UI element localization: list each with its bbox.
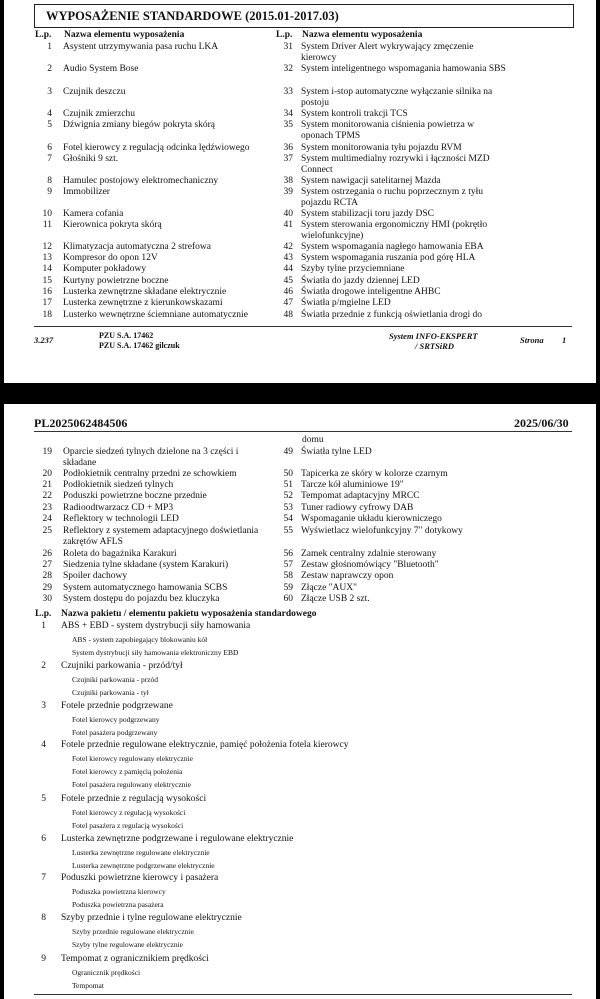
row-label: Światła do jazdy dziennej LED — [301, 276, 420, 286]
row-number: 34 — [283, 109, 293, 119]
row-number: 49 — [283, 447, 293, 457]
row-label: Światła przednie z funkcją oświetlania drogi do — [301, 310, 482, 320]
row-number: 23 — [42, 503, 52, 513]
row-label: Reflektory w technologii LED — [63, 514, 179, 524]
row-label: System i-stop automatyczne wyłączanie silnika na postoju — [301, 87, 493, 108]
document-page-1 — [4, 0, 596, 383]
col-header-lp-right: L.p. — [276, 30, 293, 40]
row-number: 55 — [283, 526, 293, 536]
row-label: Klimatyzacja automatyczna 2 strefowa — [63, 242, 211, 252]
row-label: Zestaw głośnomówiący "Bluetooth" — [301, 560, 439, 570]
package-sub-item: Tempomat — [72, 981, 104, 990]
row-label: Poduszki powietrzne boczne przednie — [63, 491, 207, 501]
row-label: Tapicerka ze skóry w kolorze czarnym — [301, 469, 448, 479]
footer-system-sub: / SRTSiRD — [415, 341, 454, 351]
row-number: 35 — [283, 120, 293, 130]
row-label: Podłokietnik siedzeń tylnych — [63, 480, 174, 490]
package-number: 5 — [41, 794, 46, 804]
row-label: Czujnik deszczu — [63, 87, 126, 97]
package-title: Szyby przednie i tylne regulowane elektrycznie — [61, 913, 242, 923]
row-number: 4 — [47, 109, 52, 119]
package-sub-item: Fotel kierowcy regulowany elektrycznie — [72, 754, 193, 763]
package-sub-item: Poduszka powietrzna kierowcy — [72, 887, 166, 896]
row-number: 50 — [283, 469, 293, 479]
row-number: 7 — [47, 154, 52, 164]
row-number: 24 — [42, 514, 52, 524]
package-title: Czujniki parkowania - przód/tył — [61, 661, 183, 671]
row-number: 46 — [283, 287, 293, 297]
row-label: System kontroli trakcji TCS — [301, 109, 408, 119]
row-label: Światła p/mgielne LED — [301, 298, 391, 308]
row-number: 48 — [283, 310, 293, 320]
document-date: 2025/06/30 — [514, 416, 569, 430]
row-number: 20 — [42, 469, 52, 479]
row-number: 6 — [47, 143, 52, 153]
row-label: Spoiler dachowy — [63, 571, 128, 581]
row-label: System sterowania ergonomiczny HMI (pokrętło wielofunkcyjne) — [301, 220, 488, 241]
package-sub-item: Szyby tylne regulowane elektrycznie — [72, 940, 183, 949]
package-number: 7 — [41, 873, 46, 883]
row-label: Światła tylne LED — [301, 447, 372, 457]
row-number: 32 — [283, 64, 293, 74]
footer-company: PZU S.A. 17462 — [99, 331, 154, 340]
row-label: Głośniki 9 szt. — [63, 154, 119, 164]
row-number: 57 — [283, 560, 293, 570]
row-label: System automatycznego hamowania SCBS — [63, 583, 228, 593]
package-sub-item: Lusterka zewnętrzne podgrzewane elektrycznie — [72, 861, 215, 870]
row-number: 51 — [283, 480, 293, 490]
package-number: 2 — [41, 661, 46, 671]
row-number: 12 — [42, 242, 52, 252]
row-label: Czujnik zmierzchu — [63, 109, 136, 119]
package-sub-item: Ogranicznik prędkości — [72, 968, 141, 977]
row-label: Wspomaganie układu kierowniczego — [301, 514, 442, 524]
row-label: System nawigacji satelitarnej Mazda — [301, 176, 441, 186]
document-page-2 — [4, 404, 596, 999]
row-number: 33 — [283, 87, 293, 97]
row-number: 14 — [42, 264, 52, 274]
row-number: 36 — [283, 143, 293, 153]
row-label: Oparcie siedzeń tylnych dzielone na 3 części i składane — [63, 447, 239, 468]
row-label: Zamek centralny zdalnie sterowany — [301, 549, 437, 559]
row-label: Audio System Bose — [63, 64, 139, 74]
col-header-name-right: Nazwa elementu wyposażenia — [302, 30, 423, 40]
package-sub-item: Fotel pasażera regulowany elektrycznie — [72, 780, 191, 789]
row-number: 41 — [283, 220, 293, 230]
package-title: Fotele przednie z regulacją wysokości — [61, 794, 207, 804]
package-sub-item: Fotel pasażera z regulacją wysokości — [72, 821, 184, 830]
row-number: 31 — [283, 42, 293, 52]
row-label: Złącze "AUX" — [301, 583, 358, 593]
package-sub-item: Fotel kierowcy z regulacją wysokości — [72, 808, 186, 817]
row-number: 44 — [283, 264, 293, 274]
row-number: 59 — [283, 583, 293, 593]
package-sub-item: ABS - system zapobiegający blokowaniu kół — [72, 635, 208, 644]
row-label: System inteligentnego wspomagania hamowania SBS — [301, 64, 506, 74]
row-label: Lusterka zewnętrzne składane elektrycznie — [63, 287, 227, 297]
package-title: Poduszki powietrzne kierowcy i pasażera — [61, 873, 219, 883]
row-label: Światła drogowe inteligentne AHBC — [301, 287, 441, 297]
row-number: 26 — [42, 549, 52, 559]
row-number: 60 — [283, 594, 293, 604]
row-label: Kurtyny powietrzne boczne — [63, 276, 169, 286]
row-label: System ostrzegania o ruchu poprzecznym z tyłu pojazdu RCTA — [301, 187, 484, 208]
row-number: 9 — [47, 187, 52, 197]
row-label: System Driver Alert wykrywający zmęczenie kierowcy — [301, 42, 474, 63]
row-label: Tempomat adaptacyjny MRCC — [301, 491, 420, 501]
package-sub-item: Czujniki parkowania - tył — [72, 688, 149, 697]
row-number: 15 — [42, 276, 52, 286]
package-title: Tempomat z ogranicznikiem prędkości — [61, 954, 209, 964]
row-label: Radioodtwarzacz CD + MP3 — [63, 503, 174, 513]
row-label: Komputer pokładowy — [63, 264, 147, 274]
row-number: 42 — [283, 242, 293, 252]
header-rule — [34, 431, 572, 432]
package-number: 3 — [41, 701, 46, 711]
row-label: Tuner radiowy cyfrowy DAB — [301, 503, 414, 513]
package-number: 6 — [41, 834, 46, 844]
row-number: 38 — [283, 176, 293, 186]
row-label: Roleta do bagażnika Karakuri — [63, 549, 177, 559]
row-number: 43 — [283, 253, 293, 263]
footer-company-user: PZU S.A. 17462 gilczuk — [99, 341, 180, 350]
package-title: Fotele przednie regulowane elektrycznie, pamięć położenia fotela kierowcy — [61, 740, 349, 750]
pkg-col-header-name: Nazwa pakietu / elementu pakietu wyposażenia standardowego — [61, 609, 317, 619]
pkg-col-header-lp: L.p. — [35, 609, 52, 619]
row-label: Lusterko wewnętrzne ściemniane automatycznie — [63, 310, 248, 320]
row-label: Kamera cofania — [63, 209, 124, 219]
row-number: 8 — [47, 176, 52, 186]
footer-rule — [34, 326, 572, 327]
row-number: 3 — [47, 87, 52, 97]
row-number: 5 — [47, 120, 52, 130]
package-title: ABS + EBD - system dystrybucji siły hamowania — [61, 621, 251, 631]
row-label: Lusterka zewnętrzne z kierunkowskazami — [63, 298, 223, 308]
footer-page-number: 1 — [562, 335, 567, 345]
row-label: Złącze USB 2 szt. — [301, 594, 370, 604]
package-sub-item: Fotel kierowcy podgrzewany — [72, 715, 160, 724]
row-number: 54 — [283, 514, 293, 524]
footer-system: System INFO-EKSPERT — [389, 331, 478, 341]
package-number: 9 — [41, 954, 46, 964]
row-label: Immobilizer — [63, 187, 110, 197]
row-number: 19 — [42, 447, 52, 457]
row-number: 18 — [42, 310, 52, 320]
row-number: 39 — [283, 187, 293, 197]
row-label: Podłokietnik centralny przedni ze schowkiem — [63, 469, 237, 479]
package-sub-item: Poduszka powietrzna pasażera — [72, 900, 164, 909]
row-label: Tarcze kół aluminiowe 19" — [301, 480, 404, 490]
row-number: 25 — [42, 526, 52, 536]
row-label: Kierownica pokryta skórą — [63, 220, 162, 230]
row-number: 47 — [283, 298, 293, 308]
package-title: Lusterka zewnętrzne podgrzewane i regulowane elektrycznie — [61, 834, 294, 844]
row-number: 11 — [42, 220, 52, 230]
row-number: 2 — [47, 64, 52, 74]
row-number: 30 — [42, 594, 52, 604]
row-label: Zestaw naprawczy opon — [301, 571, 394, 581]
row-number: 56 — [283, 549, 293, 559]
package-sub-item: Fotel kierowcy z pamięcią położenia — [72, 767, 183, 776]
package-sub-item: System dystrybucji siły hamowania elektroniczny EBD — [72, 648, 239, 657]
row-number: 16 — [42, 287, 52, 297]
package-number: 1 — [41, 621, 46, 631]
row-label: Wyświetlacz wielofunkcyjny 7" dotykowy — [301, 526, 463, 536]
row-number: 53 — [283, 503, 293, 513]
row-label: Fotel kierowcy z regulacją odcinka lędźwiowego — [63, 143, 250, 153]
row-label: Dźwignia zmiany biegów pokryta skórą — [63, 120, 215, 130]
row-label: Reflektory z systemem adaptacyjnego doświetlania zakrętów AFLS — [63, 526, 259, 547]
row-number: 58 — [283, 571, 293, 581]
row-label: System monitorowania tyłu pojazdu RVM — [301, 143, 462, 153]
row-number: 17 — [42, 298, 52, 308]
row-label: Siedzenia tylne składane (system Karakuri) — [63, 560, 229, 570]
row-number: 21 — [42, 480, 52, 490]
package-sub-item: Lusterka zewnętrzne regulowane elektrycznie — [72, 848, 210, 857]
package-sub-item: Czujniki parkowania - przód — [72, 675, 159, 684]
row-number: 29 — [42, 583, 52, 593]
page-title: WYPOSAŻENIE STANDARDOWE (2015.01-2017.03) — [46, 9, 339, 23]
document-id: PL2025062484506 — [34, 416, 128, 430]
col-header-name: Nazwa elementu wyposażenia — [64, 30, 185, 40]
row-number: 13 — [42, 253, 52, 263]
package-title: Fotele przednie podgrzewane — [61, 701, 173, 711]
row-label: System wspomagania ruszania pod górę HLA — [301, 253, 476, 263]
row-label: System monitorowania ciśnienia powietrza w oponach TPMS — [301, 120, 475, 141]
row-number: 52 — [283, 491, 293, 501]
row-number: 22 — [42, 491, 52, 501]
row-label: Hamulec postojowy elektromechaniczny — [63, 176, 219, 186]
package-sub-item: Szyby przednie regulowane elektrycznie — [72, 927, 194, 936]
row-number: 1 — [47, 42, 52, 52]
row-label: Szyby tylne przyciemniane — [301, 264, 405, 274]
row-label: System stabilizacji toru jazdy DSC — [301, 209, 434, 219]
row-number: 45 — [283, 276, 293, 286]
package-sub-item: Fotel pasażera podgrzewany — [72, 728, 158, 737]
continued-text: domu — [302, 435, 324, 445]
row-number: 37 — [283, 154, 293, 164]
col-header-lp: L.p. — [35, 30, 52, 40]
footer-rule-2 — [34, 994, 572, 995]
row-number: 40 — [283, 209, 293, 219]
package-number: 8 — [41, 913, 46, 923]
row-label: Asystent utrzymywania pasa ruchu LKA — [63, 42, 219, 52]
row-number: 10 — [42, 209, 52, 219]
row-label: System wspomagania nagłego hamowania EBA — [301, 242, 484, 252]
row-label: Kompresor do opon 12V — [63, 253, 158, 263]
row-label: System dostępu do pojazdu bez kluczyka — [63, 594, 220, 604]
package-number: 4 — [41, 740, 46, 750]
row-number: 27 — [42, 560, 52, 570]
footer-page-label: Strona — [520, 335, 544, 345]
footer-code: 3.237 — [34, 335, 54, 345]
row-label: System multimedialny rozrywki i łączności MZD Connect — [301, 154, 490, 175]
row-number: 28 — [42, 571, 52, 581]
